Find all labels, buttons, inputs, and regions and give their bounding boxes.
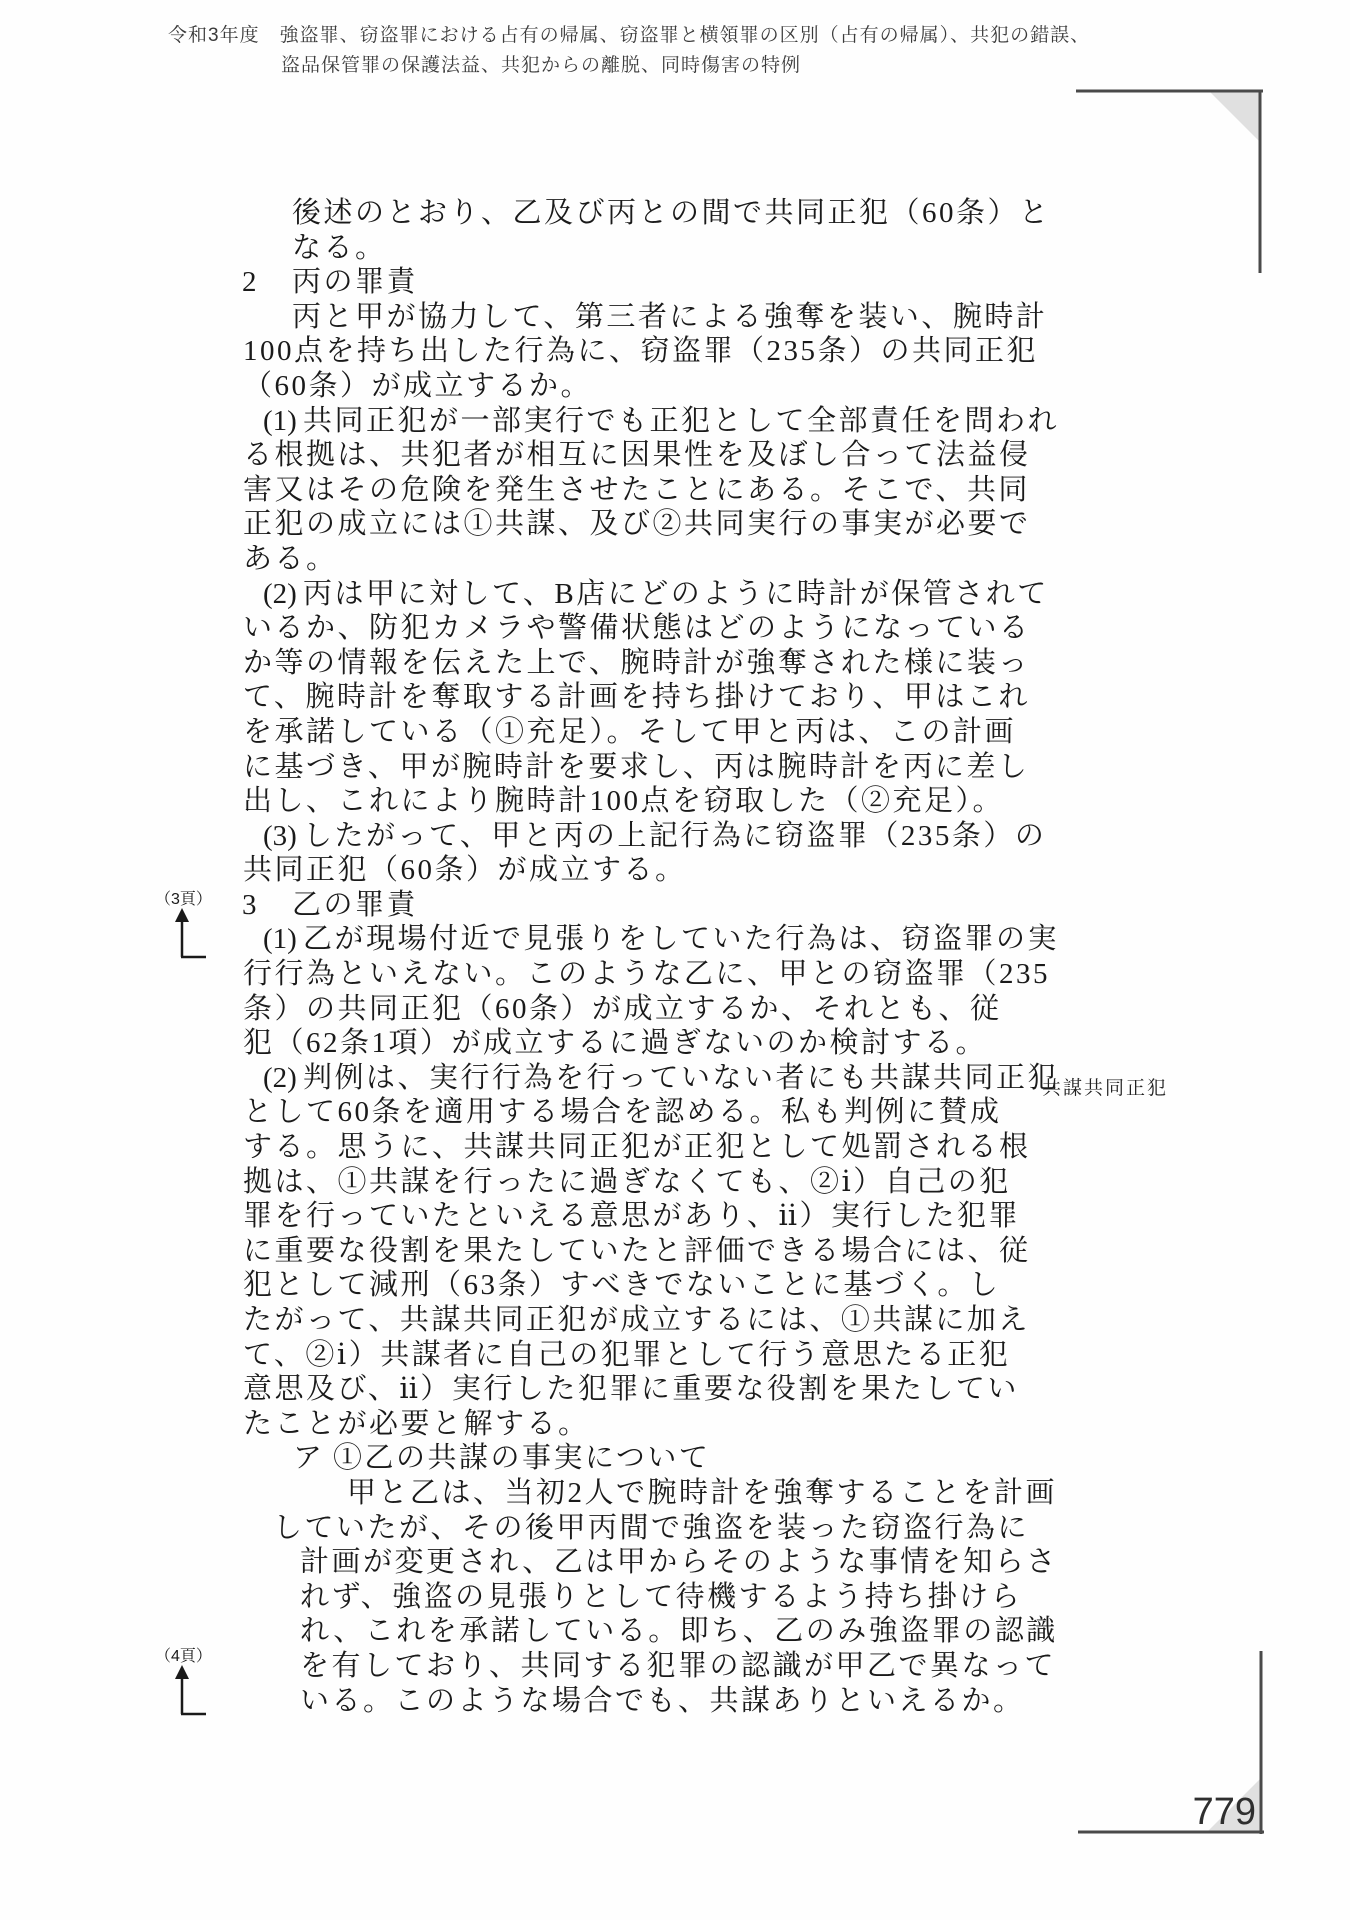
body-line bbox=[0, 1165, 1350, 1200]
line-text: か等の情報を伝えた上で、腕時計が強奪された様に装っ bbox=[243, 646, 1030, 679]
body-line bbox=[0, 1199, 1350, 1234]
body-line bbox=[0, 819, 1350, 854]
line-text: いる。このような場合でも、共謀ありといえるか。 bbox=[300, 1684, 1025, 1717]
line-text: て、②ⅰ）共謀者に自己の犯罪として行う意思たる正犯 bbox=[243, 1338, 1011, 1371]
line-text: なる。 bbox=[292, 231, 387, 264]
line-text: 共同正犯（60条）が成立する。 bbox=[243, 854, 687, 887]
line-text: に重要な役割を果たしていたと評価できる場合には、従 bbox=[243, 1234, 1031, 1267]
line-text: 罪を行っていたといえる意思があり、ⅱ）実行した犯罪 bbox=[243, 1200, 1021, 1233]
line-text: 判例は、実行行為を行っていない者にも共謀共同正犯 bbox=[303, 1061, 1060, 1094]
body-line bbox=[0, 1026, 1350, 1061]
keyword-note-bar bbox=[1015, 1063, 1028, 1440]
line-text: いるか、防犯カメラや警備状態はどのようになっている bbox=[243, 612, 1031, 645]
body-line bbox=[0, 542, 1350, 577]
body-line bbox=[0, 1511, 1350, 1546]
keyword-note-label: 共謀共同正犯 bbox=[1042, 1078, 1169, 1099]
line-text: 意思及び、ⅱ）実行した犯罪に重要な役割を果たしてい bbox=[243, 1373, 1019, 1406]
line-text: ある。 bbox=[243, 542, 338, 575]
line-text: 乙の罪責 bbox=[292, 888, 419, 921]
body-line bbox=[0, 300, 1350, 335]
line-text: として60条を適用する場合を認める。私も判例に賛成 bbox=[243, 1096, 1002, 1129]
line-text: （60条）が成立するか。 bbox=[243, 369, 593, 402]
body-line bbox=[0, 680, 1350, 715]
item-number: (2) bbox=[263, 577, 297, 610]
body-line bbox=[0, 646, 1350, 681]
line-text: たがって、共謀共同正犯が成立するには、①共謀に加え bbox=[243, 1304, 1030, 1336]
line-text: 犯（62条1項）が成立するに過ぎないのか検討する。 bbox=[243, 1027, 988, 1060]
line-text: を承諾している（①充足）。そして甲と丙は、この計画 bbox=[243, 715, 1017, 748]
page4-margin-label: （4頁） bbox=[155, 1648, 212, 1665]
line-text: 出し、これにより腕時計100点を窃取した（②充足）。 bbox=[243, 785, 1005, 818]
line-text: 丙は甲に対して、B店にどのように時計が保管されて bbox=[303, 577, 1049, 610]
body-line bbox=[0, 1407, 1350, 1442]
item-number: (1) bbox=[263, 923, 297, 956]
item-number: ア bbox=[293, 1442, 323, 1475]
line-text: 計画が変更され、乙は甲からそのような事情を知らさ bbox=[300, 1546, 1058, 1579]
line-text: していたが、その後甲丙間で強盗を装った窃盗行為に bbox=[273, 1511, 1030, 1544]
line-text: 条）の共同正犯（60条）が成立するか、それとも、従 bbox=[243, 992, 1002, 1025]
body-line bbox=[0, 715, 1350, 750]
item-number: (2) bbox=[263, 1061, 297, 1094]
line-text: 甲と乙は、当初2人で腕時計を強奪することを計画 bbox=[347, 1476, 1058, 1509]
line-text: れ、これを承諾している。即ち、乙のみ強盗罪の認識 bbox=[300, 1615, 1058, 1648]
body-line bbox=[0, 334, 1350, 369]
line-text: 丙と甲が協力して、第三者による強奪を装い、腕時計 bbox=[292, 300, 1048, 333]
page-number: 779 bbox=[1192, 1791, 1256, 1833]
line-text: に基づき、甲が腕時計を要求し、丙は腕時計を丙に差し bbox=[243, 750, 1030, 783]
body-line bbox=[0, 1441, 1350, 1476]
body-line bbox=[0, 1338, 1350, 1373]
body-line bbox=[0, 1476, 1350, 1511]
line-text: 100点を持ち出した行為に、窃盗罪（235条）の共同正犯 bbox=[243, 335, 1039, 368]
body-line bbox=[0, 1268, 1350, 1303]
body-line bbox=[0, 196, 1350, 231]
body-line bbox=[0, 473, 1350, 508]
running-header-line2: 盗品保管罪の保護法益、共犯からの離脱、同時傷害の特例 bbox=[281, 55, 802, 76]
page3-margin-label: （3頁） bbox=[155, 891, 212, 908]
body-line bbox=[0, 957, 1350, 992]
running-header-line1: 令和3年度 強盗罪、窃盗罪における占有の帰属、窃盗罪と横領罪の区別（占有の帰属）、共犯の錯誤、 bbox=[168, 25, 1091, 46]
body-line bbox=[0, 1580, 1350, 1615]
line-text: れず、強盗の見張りとして待機するよう持ち掛けら bbox=[300, 1580, 1023, 1613]
line-text: を有しており、共同する犯罪の認識が甲乙で異なって bbox=[300, 1649, 1057, 1682]
line-text: 後述のとおり、乙及び丙との間で共同正犯（60条）と bbox=[292, 197, 1051, 229]
line-text: 害又はその危険を発生させたことにある。そこで、共同 bbox=[243, 473, 1030, 506]
line-text: 犯として減刑（63条）すべきでないことに基づく。し bbox=[243, 1269, 1001, 1302]
body-line bbox=[0, 1234, 1350, 1269]
line-text: 丙の罪責 bbox=[292, 266, 419, 299]
page3-break-arrow-icon bbox=[160, 906, 220, 962]
item-number: 2 bbox=[242, 266, 257, 299]
line-text: 拠は、①共謀を行ったに過ぎなくても、②ⅰ）自己の犯 bbox=[243, 1165, 1011, 1198]
line-text: 行行為といえない。このような乙に、甲との窃盗罪（235 bbox=[243, 958, 1051, 991]
body-line bbox=[0, 750, 1350, 785]
page4-break-arrow-icon bbox=[160, 1663, 220, 1719]
line-text: て、腕時計を奪取する計画を持ち掛けており、甲はこれ bbox=[243, 681, 1030, 714]
body-line bbox=[0, 784, 1350, 819]
item-number: (3) bbox=[263, 819, 297, 852]
item-number: 3 bbox=[242, 888, 257, 921]
corner-fold-triangle bbox=[1210, 92, 1260, 142]
body-line bbox=[0, 853, 1350, 888]
line-text: 正犯の成立には①共謀、及び②共同実行の事実が必要で bbox=[243, 508, 1031, 541]
line-text: したがって、甲と丙の上記行為に窃盗罪（235条）の bbox=[303, 819, 1047, 852]
line-text: 乙が現場付近で見張りをしていた行為は、窃盗罪の実 bbox=[303, 923, 1060, 956]
body-line bbox=[0, 1130, 1350, 1165]
item-number: (1) bbox=[263, 404, 297, 437]
body-line bbox=[0, 1372, 1350, 1407]
body-line bbox=[0, 1095, 1350, 1130]
body-line bbox=[0, 1545, 1350, 1580]
line-text: 共同正犯が一部実行でも正犯として全部責任を問われ bbox=[303, 404, 1060, 437]
body-line bbox=[0, 265, 1350, 300]
body-line bbox=[0, 1303, 1350, 1338]
body-line bbox=[0, 369, 1350, 404]
body-line bbox=[0, 577, 1350, 612]
line-text: たことが必要と解する。 bbox=[243, 1407, 590, 1440]
body-line bbox=[0, 611, 1350, 646]
line-text: る根拠は、共犯者が相互に因果性を及ぼし合って法益侵 bbox=[243, 439, 1031, 472]
line-text: する。思うに、共謀共同正犯が正犯として処罰される根 bbox=[243, 1131, 1031, 1164]
body-line bbox=[0, 231, 1350, 266]
body-line bbox=[0, 992, 1350, 1027]
body-line bbox=[0, 404, 1350, 439]
line-text: ①乙の共謀の事実について bbox=[333, 1442, 711, 1475]
body-line bbox=[0, 438, 1350, 473]
body-line bbox=[0, 507, 1350, 542]
